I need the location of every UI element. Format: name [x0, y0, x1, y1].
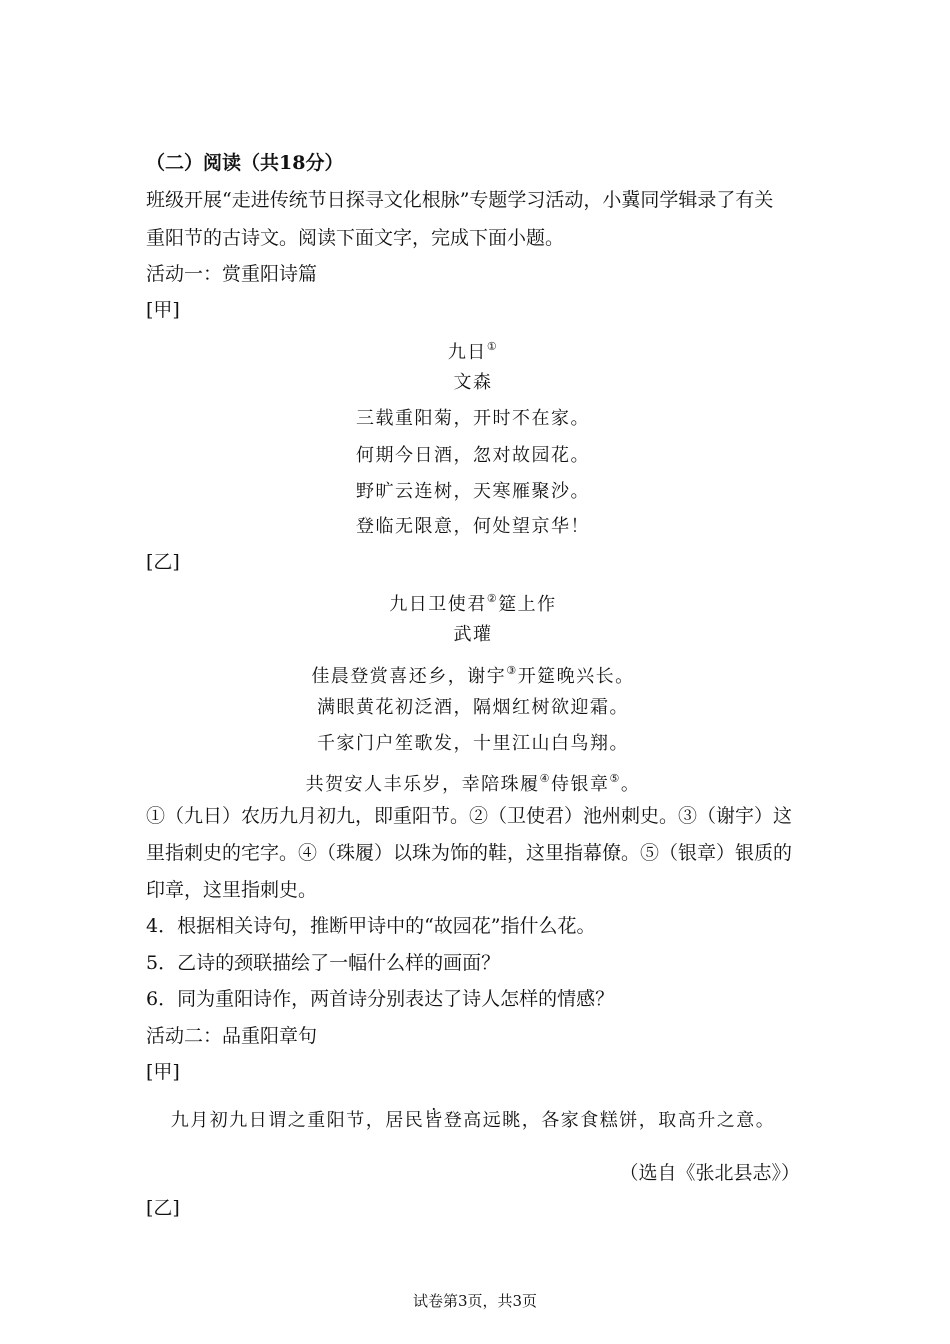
activity2-title: 活动二：品重阳章句 — [146, 1025, 318, 1047]
poem-b-title — [146, 586, 800, 618]
poem-a-line-3: 野旷云连树，天寒雁聚沙。 — [356, 481, 590, 502]
poem-a-title-note: ① — [486, 340, 499, 353]
activity2-label-a: [甲] — [146, 1061, 180, 1083]
poem-a-line-2: 何期今日酒，忽对故园花。 — [356, 445, 590, 466]
activity2-text-a-part2: 登高远眺，各家食糕饼，取高升之意。 — [443, 1110, 776, 1131]
source-citation: （选自《张北县志》） — [619, 1162, 800, 1184]
activity2-text-a-part1: 九月初九日谓之重阳节，居民 — [170, 1110, 425, 1131]
poem-b-line-4-a: 共贺安人丰乐岁，幸陪珠履 — [305, 774, 540, 795]
poem-b-line-1-a: 佳晨登赏喜还乡，谢宇 — [311, 666, 507, 687]
poem-b-title-part1: 九日卫使君 — [389, 594, 487, 615]
poem-a-author: 文森 — [453, 372, 493, 393]
question-6: 6．同为重阳诗作，两首诗分别表达了诗人怎样的情感？ — [146, 988, 615, 1010]
dotted-character: 皆 — [424, 1110, 444, 1131]
poem-b-line-4-c: 。 — [620, 774, 641, 795]
intro-line-1: 班级开展“走进传统节日探寻文化根脉”专题学习活动，小冀同学辑录了有关 — [146, 189, 774, 211]
poem-b-line-4-note1: ④ — [539, 772, 551, 785]
poem-b-line-4-b: 侍银章 — [551, 774, 610, 795]
page-footer: 试卷第3页，共3页 — [412, 1292, 538, 1310]
poem-a-title-text: 九日 — [447, 342, 487, 363]
question-5: 5．乙诗的颈联描绘了一幅什么样的画面？ — [146, 952, 501, 974]
intro-line-2: 重阳节的古诗文。阅读下面文字，完成下面小题。 — [146, 227, 565, 249]
poem-b-title-part2: 筵上作 — [498, 594, 557, 615]
poem-b-title-note: ② — [486, 592, 499, 605]
notes-line-3: 印章，这里指刺史。 — [146, 879, 318, 901]
poem-b-line-4-note2: ⑤ — [609, 772, 621, 785]
section-title: （二）阅读（共18分） — [146, 152, 344, 174]
poem-a-line-4: 登临无限意，何处望京华！ — [356, 516, 590, 537]
activity1-title: 活动一：赏重阳诗篇 — [146, 263, 318, 285]
poem-b-line-4 — [146, 766, 800, 798]
poem-b-line-1-b: 开筵晚兴长。 — [517, 666, 635, 687]
poem-b-line-2: 满眼黄花初泛酒，隔烟红树欲迎霜。 — [317, 697, 629, 718]
poem-a-line-1: 三载重阳菊，开时不在家。 — [356, 408, 590, 429]
poem-b-line-3: 千家门户笙歌发，十里江山白鸟翔。 — [317, 733, 629, 754]
poem-a-title — [146, 334, 800, 366]
poem-b-author: 武瓘 — [453, 624, 493, 645]
activity2-text-a — [146, 1108, 800, 1134]
poem-b-label: [乙] — [146, 551, 180, 573]
poem-b-line-1-note: ③ — [506, 664, 518, 677]
poem-a-label: [甲] — [146, 299, 180, 321]
notes-line-1: ①（九日）农历九月初九，即重阳节。②（卫使君）池州刺史。③（谢宇）这 — [146, 805, 793, 827]
poem-b-line-1 — [146, 658, 800, 690]
activity2-label-b: [乙] — [146, 1197, 180, 1219]
notes-line-2: 里指刺史的宅字。④（珠履）以珠为饰的鞋，这里指幕僚。⑤（银章）银质的 — [146, 842, 793, 864]
question-4: 4．根据相关诗句，推断甲诗中的“故园花”指什么花。 — [146, 915, 596, 937]
